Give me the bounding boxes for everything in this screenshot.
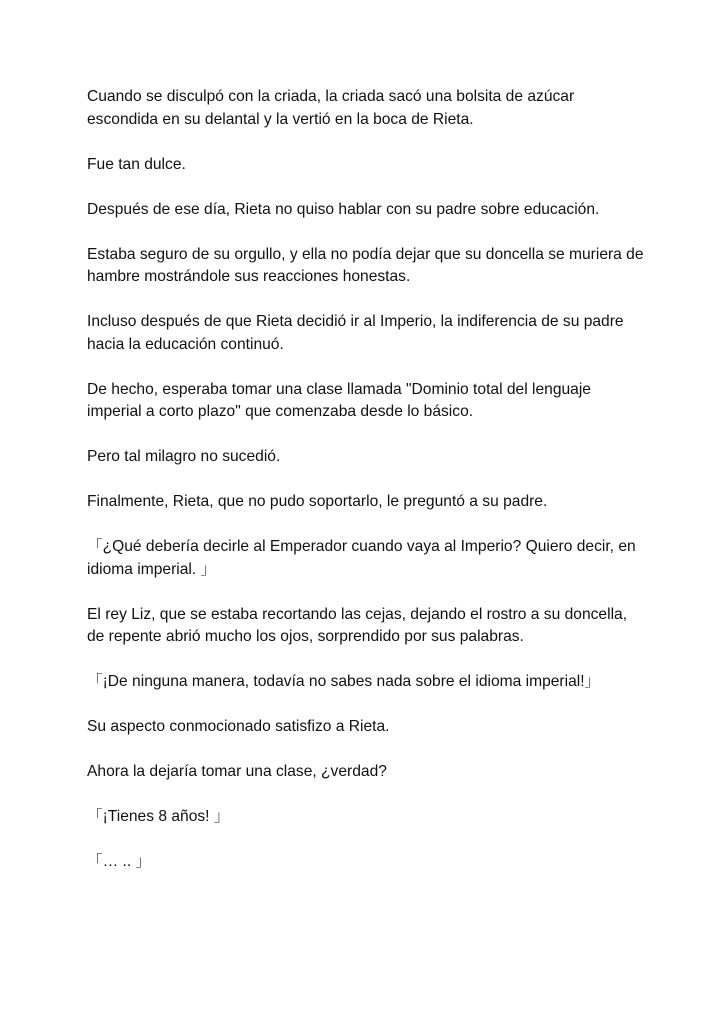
paragraph-1: Cuando se disculpó con la criada, la criada sacó una bolsita de azúcar escondida en su delantal y la vertió en la boca de Rieta.: [87, 88, 575, 128]
paragraph-5: Incluso después de que Rieta decidió ir al Imperio, la indiferencia de su padre hacia la educación continuó.: [87, 313, 624, 353]
dialogue-line-4: 「… .. 」: [87, 853, 152, 870]
paragraph-7: Pero tal milagro no sucedió.: [87, 448, 281, 465]
paragraph-13: Ahora la dejaría tomar una clase, ¿verdad?: [87, 763, 387, 780]
paragraph-4: Estaba seguro de su orgullo, y ella no podía dejar que su doncella se muriera de hambre mostrándole sus reacciones honestas.: [87, 245, 644, 285]
paragraph-3: Después de ese día, Rieta no quiso hablar con su padre sobre educación.: [87, 200, 600, 218]
dialogue-line-2: 「¡De ninguna manera, todavía no sabes nada sobre el idioma imperial!」: [87, 673, 601, 690]
dialogue-line-1: 「¿Qué debería decirle al Emperador cuando vaya al Imperio? Quiero decir, en idioma imperial. 」: [87, 538, 636, 578]
document-body: [87, 86, 647, 896]
paragraph-10: El rey Liz, que se estaba recortando las cejas, dejando el rostro a su doncella, de repente abrió mucho los ojos, sorprendido por sus palabras.: [87, 605, 628, 645]
paragraph-8: Finalmente, Rieta, que no pudo soportarlo, le preguntó a su padre.: [87, 493, 548, 510]
dialogue-line-3: 「¡Tienes 8 años! 」: [87, 808, 230, 825]
paragraph-2: Fue tan dulce.: [87, 155, 186, 173]
paragraph-6: De hecho, esperaba tomar una clase llamada "Dominio total del lenguaje imperial a corto plazo" que comenzaba desde lo básico.: [87, 380, 591, 420]
paragraph-12: Su aspecto conmocionado satisfizo a Rieta.: [87, 718, 390, 735]
